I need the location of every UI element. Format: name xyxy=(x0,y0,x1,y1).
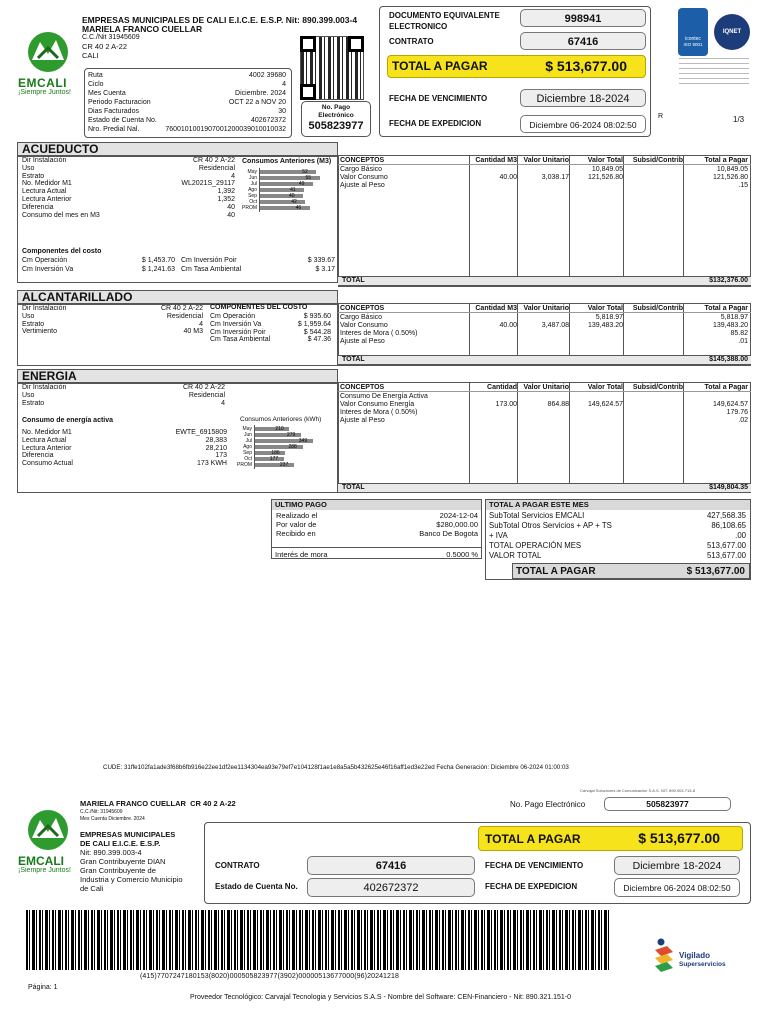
concept-cell: 139,483.20 xyxy=(587,322,623,329)
resumen-label: SubTotal Servicios EMCALI xyxy=(489,511,585,520)
resumen-label: SubTotal Otros Servicios + AP + TS xyxy=(489,521,612,530)
info-value: WL2021S_29117 xyxy=(181,180,235,188)
icontec-text: icontec xyxy=(685,36,701,42)
resumen-label: TOTAL OPERACIÓN MES xyxy=(489,541,582,550)
chart-data-label: 40 xyxy=(289,193,295,199)
chart-data-label: 279 xyxy=(286,432,296,438)
info-label: Uso xyxy=(22,312,35,320)
concept-cell: 139,483.20 xyxy=(712,322,748,329)
concepts-header: Total a Pagar xyxy=(704,157,748,164)
concepts-total-label: TOTAL xyxy=(342,356,365,363)
header-divider xyxy=(338,312,751,313)
energia-title: ENERGIA xyxy=(17,369,338,384)
chart-data-label: 177 xyxy=(269,456,279,462)
concept-cell: 5,818.97 xyxy=(595,314,623,321)
coupon-exp-value: Diciembre 06-2024 08:02:50 xyxy=(614,878,740,897)
acueducto-chart-title: Consumos Anteriores (M3) xyxy=(242,158,332,165)
column-divider xyxy=(569,382,570,483)
chart-bar xyxy=(259,194,303,198)
comp-value: $ 3.17 xyxy=(315,266,335,273)
info-value: 173 KWH xyxy=(197,460,227,468)
info-value: 4 xyxy=(221,399,225,407)
info-label: Consumo Actual xyxy=(22,460,73,468)
comp-label: Cm Operación xyxy=(22,257,68,264)
chart-tick-label: Jul xyxy=(245,438,252,444)
info-value: Residencial xyxy=(198,164,235,172)
concepts-header: CONCEPTOS xyxy=(340,157,385,164)
resumen-value: 513,677.00 xyxy=(706,541,746,550)
chart-tick-label: Ago xyxy=(243,444,252,450)
coupon-pago-label: No. Pago Electrónico xyxy=(510,800,586,809)
chart-tick-label: May xyxy=(242,426,252,432)
acueducto-comp-title: Componentes del costo xyxy=(22,248,102,255)
coupon-total-banner xyxy=(478,826,743,851)
ultimo-pago-value: $280,000.00 xyxy=(436,520,478,529)
energia-consumo-title: Consumo de energía activa xyxy=(22,417,114,424)
coupon-slogan: ¡Siempre Juntos! xyxy=(18,867,71,874)
account-row-label: Ruta xyxy=(88,72,103,79)
doc-value: 998941 xyxy=(520,9,646,27)
concept-cell: 10,849.05 xyxy=(591,166,623,173)
doc-label: DOCUMENTO EQUIVALENTE ELECTRONICO xyxy=(389,11,500,31)
concept-cell: .15 xyxy=(738,182,748,189)
cert-codes xyxy=(679,58,749,88)
chart-bar xyxy=(259,206,310,210)
acueducto-title: ACUEDUCTO xyxy=(17,142,338,157)
resumen-title: TOTAL A PAGAR ESTE MES xyxy=(486,500,750,510)
chart-data-label: 288 xyxy=(288,444,297,450)
concepts-header: Valor Unitario xyxy=(523,157,569,164)
comp-value: $ 1,453.70 xyxy=(141,257,175,264)
iso-text: ISO 9001 xyxy=(683,42,703,47)
info-label: Dir Instalación xyxy=(22,305,67,312)
coupon-pago-value: 505823977 xyxy=(604,797,731,811)
resumen-total-label: TOTAL A PAGAR xyxy=(516,566,596,577)
concept-cell: Valor Consumo xyxy=(340,322,388,329)
column-divider xyxy=(623,155,624,276)
superservicios-icon xyxy=(653,938,675,974)
coupon-venc-label: FECHA DE VENCIMIENTO xyxy=(485,861,584,870)
barcode xyxy=(26,910,609,970)
superservicios-text: Superservicios xyxy=(679,961,726,968)
chart-tick-label: Sep xyxy=(248,193,257,199)
concept-cell: 121,526.80 xyxy=(712,174,748,181)
ultimo-pago-label: Realizado el xyxy=(276,511,318,520)
account-row-label: Nro. Predial Nal. xyxy=(88,126,140,133)
concept-cell: .01 xyxy=(738,338,748,345)
coupon-venc-value: Diciembre 18-2024 xyxy=(614,856,740,875)
account-row-label: Estado de Cuenta No. xyxy=(88,117,157,124)
info-value: 40 xyxy=(227,203,235,211)
comp-label: Cm Inversión Poir xyxy=(181,257,237,264)
chart-axis xyxy=(259,168,260,212)
chart-axis xyxy=(254,425,255,469)
chart-tick-label: Ago xyxy=(248,187,257,193)
concepts-header: Valor Total xyxy=(587,305,623,312)
comp-value: $ 935.60 xyxy=(303,313,331,320)
barcode-text: (415)7707247180153(8020)000505823977(3902)00000513677000(96)20241218 xyxy=(140,973,400,980)
concept-cell: Ajuste al Peso xyxy=(340,338,385,345)
comp-label: Cm Inversión Va xyxy=(210,320,262,328)
concepts-header: Total a Pagar xyxy=(704,305,748,312)
info-value: CR 40 2 A-22 xyxy=(192,157,235,164)
energia-chart-title: Consumos Anteriores (kWh) xyxy=(240,416,322,423)
chart-tick-label: PROM xyxy=(242,205,257,211)
info-label: Dir Instalación xyxy=(22,157,67,164)
concepts-header: Cantidad M3 xyxy=(475,157,517,164)
info-label: Uso xyxy=(22,164,35,172)
icontec-logo-icon xyxy=(678,8,708,56)
footer-page: Página: 1 xyxy=(28,984,58,991)
concepts-total-value: $149,804.35 xyxy=(709,484,748,491)
coupon-exp-label: FECHA DE EXPEDICION xyxy=(485,882,578,891)
emcali-logo-icon xyxy=(18,808,78,853)
info-label: Lectura Anterior xyxy=(22,196,72,203)
resumen-value: .00 xyxy=(735,531,746,540)
account-row-label: Dias Facturados xyxy=(88,108,139,115)
info-value: 1,392 xyxy=(217,188,235,196)
info-value: 28,383 xyxy=(205,436,227,444)
info-value: 28,210 xyxy=(205,444,227,452)
chart-bar xyxy=(259,188,304,192)
header-divider xyxy=(338,391,751,392)
concept-cell: 149,624.57 xyxy=(712,401,748,408)
coupon-estado-value: 402672372 xyxy=(307,878,475,897)
chart-bar xyxy=(259,182,313,186)
total-value: $ 513,677.00 xyxy=(545,58,627,74)
chart-tick-label: May xyxy=(247,169,257,175)
chart-tick-label: PROM xyxy=(237,462,252,468)
comp-value: $ 339.67 xyxy=(307,257,335,264)
concept-cell: 179.76 xyxy=(726,409,748,416)
coupon-emcali-logo xyxy=(18,808,78,883)
info-label: No. Medidor M1 xyxy=(22,429,72,436)
chart-bar xyxy=(259,200,305,204)
info-value: 40 M3 xyxy=(183,328,203,336)
chart-data-label: 42 xyxy=(291,199,297,205)
concept-cell: .02 xyxy=(738,417,748,424)
info-label: Consumo del mes en M3 xyxy=(22,211,100,219)
ultimo-pago-value: 2024-12-04 xyxy=(439,511,478,520)
footer-provider: Proveedor Tecnológico: Carvajal Tecnologia y Servicios S.A.S - Nombre del Software: CEN-Financiero - Nit: 890.321.151-0 xyxy=(190,994,572,1001)
account-row-label: Mes Cuenta xyxy=(88,90,126,97)
resumen-label: + IVA xyxy=(489,531,508,540)
vigilado-text: Vigilado xyxy=(679,951,710,960)
concepts-header: Valor Unitario xyxy=(523,305,569,312)
resumen-total xyxy=(512,563,750,579)
info-value: CR 40 2 A-22 xyxy=(182,384,225,391)
mora-label: Interés de mora xyxy=(275,550,328,559)
info-value: 1,352 xyxy=(217,196,235,203)
chart-data-label: 349 xyxy=(298,438,308,444)
resumen-value: 86,108.65 xyxy=(711,521,746,530)
logo-text: EMCALI xyxy=(18,76,67,90)
customer-cc: C.C./Nit 31945609 xyxy=(82,34,140,41)
info-value: CR 40 2 A-22 xyxy=(160,305,203,312)
info-label: Uso xyxy=(22,391,35,399)
info-label: Lectura Actual xyxy=(22,436,67,444)
chart-data-label: 41 xyxy=(290,187,296,193)
coupon-company-line: DE CALI E.I.C.E. E.S.P. xyxy=(80,839,161,848)
customer-city: CALI xyxy=(82,51,99,60)
alcantarillado-comp-title: COMPONENTES DEL COSTO xyxy=(210,304,308,311)
account-row-value: 4 xyxy=(282,81,286,88)
resumen-total-value: $ 513,677.00 xyxy=(686,566,745,577)
concept-cell: 85.82 xyxy=(730,330,748,337)
exp-value: Diciembre 06-2024 08:02:50 xyxy=(520,115,646,133)
comp-value: $ 1,959.64 xyxy=(297,320,331,328)
concept-cell: 3,038.17 xyxy=(541,174,569,181)
coupon-company-line: EMPRESAS MUNICIPALES xyxy=(80,830,176,839)
coupon-estado-label: Estado de Cuenta No. xyxy=(215,882,298,891)
comp-value: $ 1,241.63 xyxy=(141,266,175,273)
info-label: No. Medidor M1 xyxy=(22,180,72,188)
account-row-label: Periodo Facturacion xyxy=(88,99,151,106)
chart-data-label: 186 xyxy=(271,450,280,456)
resumen-label: VALOR TOTAL xyxy=(489,551,542,560)
concepts-header: Cantidad M3 xyxy=(475,305,517,312)
concept-cell: 40.00 xyxy=(499,174,517,181)
info-label: Estrato xyxy=(22,172,45,180)
concept-cell: Cargo Básico xyxy=(340,166,383,173)
concepts-header: CONCEPTOS xyxy=(340,384,385,391)
resumen-value: 427,568.35 xyxy=(706,511,746,520)
chart-data-label: 49 xyxy=(298,181,305,187)
account-row-value: 30 xyxy=(278,108,286,115)
info-label: Lectura Anterior xyxy=(22,444,72,452)
info-value: Residencial xyxy=(166,312,203,320)
concepts-total-value: $132,376.00 xyxy=(709,277,748,284)
chart-tick-label: Jun xyxy=(248,175,257,181)
coupon-company-line: Industria y Comercio Municipio xyxy=(80,875,183,884)
concepts-header: Valor Unitario xyxy=(523,384,569,391)
concept-cell: 149,624.57 xyxy=(587,401,623,408)
info-value: 40 xyxy=(227,211,235,219)
coupon-company xyxy=(80,830,183,893)
ultimo-pago-value: Banco De Bogota xyxy=(419,529,478,538)
column-divider xyxy=(623,303,624,355)
customer-address: CR 40 2 A-22 xyxy=(82,42,128,51)
info-label: Vertimiento xyxy=(22,328,58,336)
company-name: EMPRESAS MUNICIPALES DE CALI E.I.C.E. E.S.P. Nit: 890.399.003-4 xyxy=(82,15,358,25)
venc-label: FECHA DE VENCIMIENTO xyxy=(389,94,488,103)
chart-tick-label: Jun xyxy=(243,432,252,438)
resumen-value: 513,677.00 xyxy=(706,551,746,560)
column-divider xyxy=(623,382,624,483)
contrato-label: CONTRATO xyxy=(389,37,434,46)
ultimo-pago-title: ULTIMO PAGO xyxy=(272,500,481,510)
coupon-company-line: Gran Contribuyente de xyxy=(80,866,156,875)
concept-cell: 121,526.80 xyxy=(587,174,623,181)
pago-electronico-box xyxy=(301,101,371,137)
chart-bar xyxy=(254,451,285,455)
concepts-header: CONCEPTOS xyxy=(340,305,385,312)
info-label: Diferencia xyxy=(22,203,54,211)
info-value: EWTE_6915809 xyxy=(175,429,227,436)
coupon-company-line: Gran Contribuyente DIAN xyxy=(80,857,166,866)
concept-cell: Valor Consumo Energía xyxy=(340,401,415,408)
chart-data-label: 52 xyxy=(302,169,308,175)
superservicios-logo-icon xyxy=(653,938,675,974)
comp-label: Cm Inversión Poir xyxy=(210,328,266,336)
coupon-address: CR 40 2 A-22 xyxy=(190,799,236,808)
r-label: R xyxy=(658,113,664,120)
info-label: Estrato xyxy=(22,399,45,407)
alcantarillado-title: ALCANTARILLADO xyxy=(17,290,338,305)
concept-cell: 10,849.05 xyxy=(716,166,748,173)
comp-label: Cm Tasa Ambiental xyxy=(210,336,271,344)
coupon-total-label: TOTAL A PAGAR xyxy=(485,832,581,846)
info-value: Residencial xyxy=(188,391,225,399)
concept-cell: Interes de Mora ( 0.50%) xyxy=(340,409,418,416)
concepts-total-value: $145,388.00 xyxy=(709,356,748,363)
qr-corner-icon xyxy=(300,36,316,52)
ultimo-pago-label: Recibido en xyxy=(276,529,316,538)
qr-corner-icon xyxy=(300,84,316,100)
coupon-company-line: Nit: 890.399.003-4 xyxy=(80,848,142,857)
column-divider xyxy=(683,382,684,483)
total-banner xyxy=(387,55,646,78)
comp-value: $ 47.36 xyxy=(307,336,331,344)
account-row-label: Ciclo xyxy=(88,81,104,88)
chart-data-label: 46 xyxy=(295,205,302,211)
concept-cell: 864.88 xyxy=(547,401,569,408)
concept-cell: Valor Consumo xyxy=(340,174,388,181)
chart-data-label: 55 xyxy=(305,175,312,181)
concept-cell: 173.00 xyxy=(495,401,517,408)
concepts-header: Total a Pagar xyxy=(704,384,748,391)
info-value: 4 xyxy=(199,320,203,328)
cude-text: CUDE: 31ffe102fa1ade3f68b6fb916e22ee1df2ee1134304ea93e79ef7e104128f1ae1e8a5a5b432625e46f16aff1ed3e22ed Fecha Generación: Diciembre 06-2024 01:00:03 xyxy=(103,764,569,771)
account-row-value: Diciembre. 2024 xyxy=(235,90,286,97)
concept-cell: Consumo De Energía Activa xyxy=(340,393,428,400)
coupon-company-line: de Cali xyxy=(80,884,104,893)
concepts-header: Subsid/Contrib xyxy=(632,384,683,391)
emcali-logo xyxy=(18,30,78,100)
chart-tick-label: Oct xyxy=(249,199,257,205)
concept-cell: 5,818.97 xyxy=(720,314,748,321)
comp-label: Cm Tasa Ambiental xyxy=(181,266,242,273)
concepts-header: Valor Total xyxy=(587,384,623,391)
info-label: Diferencia xyxy=(22,452,54,460)
coupon-cc: C.C./Nit: 31945609 xyxy=(80,809,123,815)
chart-tick-label: Oct xyxy=(244,456,252,462)
coupon-total-value: $ 513,677.00 xyxy=(638,830,720,846)
concept-cell: Ajuste al Peso xyxy=(340,182,385,189)
chart-tick-label: Jul xyxy=(250,181,257,187)
slogan: ¡Siempre Juntos! xyxy=(18,89,71,96)
contrato-value: 67416 xyxy=(520,32,646,50)
concepts-total-label: TOTAL xyxy=(342,484,365,491)
info-value: 4 xyxy=(231,172,235,180)
account-row-value: 7600101001907001200039010010032 xyxy=(165,126,286,133)
coupon-customer-name xyxy=(80,799,236,808)
exp-label: FECHA DE EXPEDICION xyxy=(389,119,482,128)
coupon-mes: Mes Cuenta Diciembre. 2024 xyxy=(80,816,145,822)
column-divider xyxy=(469,382,470,483)
chart-tick-label: Sep xyxy=(243,450,252,456)
header-divider xyxy=(338,164,751,165)
coupon-contrato-value: 67416 xyxy=(307,856,475,875)
emcali-logo-icon xyxy=(18,30,78,75)
coupon-small-note: Carvajal Soluciones de Comunicación S.A.S. NIT. 890.904.713-8 xyxy=(580,788,695,793)
info-label: Lectura Actual xyxy=(22,188,67,196)
account-row-value: 4002 39680 xyxy=(249,72,286,79)
total-label: TOTAL A PAGAR xyxy=(392,59,488,73)
concept-cell: Cargo Básico xyxy=(340,314,383,321)
concept-cell: 3,487.08 xyxy=(541,322,569,329)
concept-cell: Ajuste al Peso xyxy=(340,417,385,424)
chart-data-label: 210 xyxy=(275,426,284,432)
qr-corner-icon xyxy=(348,36,364,52)
iqnet-logo-icon: IQNET xyxy=(714,14,750,50)
info-value: 173 xyxy=(215,452,227,460)
coupon-name: MARIELA FRANCO CUELLAR xyxy=(80,799,186,808)
concepts-header: Valor Total xyxy=(587,157,623,164)
coupon-logo-text: EMCALI xyxy=(18,854,64,868)
venc-value: Diciembre 18-2024 xyxy=(520,89,646,107)
comp-value: $ 544.28 xyxy=(303,328,331,336)
chart-bar xyxy=(254,427,289,431)
chart-data-label: 237 xyxy=(279,462,289,468)
mora-value: 0.5000 % xyxy=(446,550,478,559)
ultimo-pago-label: Por valor de xyxy=(276,520,317,529)
account-row-value: OCT 22 a NOV 20 xyxy=(228,99,286,106)
concepts-total-label: TOTAL xyxy=(342,277,365,284)
concepts-header: Subsid/Contrib xyxy=(632,305,683,312)
account-row-value: 402672372 xyxy=(250,117,286,124)
page-number: 1/3 xyxy=(733,115,745,124)
concepts-header: Cantidad xyxy=(487,384,517,391)
info-label: Dir Instalación xyxy=(22,384,67,391)
pago-electronico-label: No. Pago Electrónico xyxy=(318,104,354,119)
concept-cell: Interes de Mora ( 0.50%) xyxy=(340,330,418,337)
column-divider xyxy=(517,382,518,483)
comp-label: Cm Inversión Va xyxy=(22,266,74,273)
concepts-header: Subsid/Contrib xyxy=(632,157,683,164)
info-label: Estrato xyxy=(22,320,45,328)
pago-electronico-value: 505823977 xyxy=(308,120,364,132)
comp-label: Cm Operación xyxy=(210,313,256,320)
concept-cell: 40.00 xyxy=(499,322,517,329)
customer-name: MARIELA FRANCO CUELLAR xyxy=(82,24,203,34)
mora-row xyxy=(271,547,482,559)
coupon-contrato-label: CONTRATO xyxy=(215,861,260,870)
